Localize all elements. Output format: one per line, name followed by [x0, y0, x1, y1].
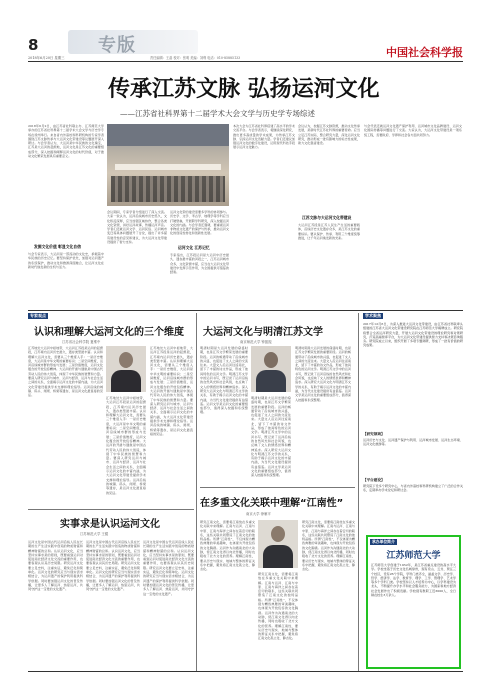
mid-article1-title: 大运河文化与明清江苏文学 [203, 327, 323, 338]
right-left-divider [358, 313, 359, 671]
top-col3-text: 运河文化带的建设需要多学科的协同参与。历史学、文学、考古学、地理学等学科应当打破壁垒，开展跨学科研究，深入挖掘运河文化的内涵。与会学者还强调，要重视运河非物质文化遗产的保护与传承，推动运河文化的创造性转化和创新性发展。 [170, 210, 229, 236]
mid-article2-text-a: 研究江南文化，需要将江南放在多重文化关联中来理解。江南与运河、江南与中原、江南与海洋之间存在着密切的联系，这些关联共同塑造了江南文化的独特品格。所谓“江南性”，不仅体现为精致典雅的审美趣味，也体现为开放包容的文化胸襟。运河作为沟通南北的大动脉，使江南文化得以向北传播，同时也吸收了北方文化的营养。理解江南性，要从历史与现实、地域与整体的辩证关系中把握，避免将江南文化孤立化、静态化。 [200, 520, 255, 572]
left-article2-byline: 江苏师范大学 王健 [80, 532, 109, 536]
left-section-label: 专家观点 [30, 313, 46, 318]
left-article1-text-c: 江苏地处大运河中枢地带，大运河江苏段是运河的起源段，江苏境内运河历史最久，遗存类型最丰富。认识和理解大运河文化，需要从三个维度入手：一是历史维度，大运河是中华文明的重要标识；二是空间维度，运河沿线城市群的形成与发展；三是价值维度，运河文化蕴含的开放包容精神。大运河的开凿与通航是中国古代劳动人民的伟大创造，体现了中华民族的智慧和力量。要深入研究运河与城市、运河与经济、运河与社会生活之间的关系，全面揭示运河文化的丰富内涵，为大运河文化带建设提供学术支撑和理论指导。运河沿线的城镇、码头、闸坝、桥梁等遗存，是运河文化最直接的见证。 [150, 346, 193, 436]
top-col5-text: 会议认为，挖掘江苏文脉资源，推动文化传承发展，是新时代江苏社科界的重要使命。应当立足江苏实际，整合研究力量，深化运河文化研究，推动形成一批有影响力的标志性成果，助力文化强省建设。 [298, 124, 360, 146]
page-number: 8 [28, 36, 39, 54]
left-article2-text-c: 运河文化是中国古代运河沿线人民在长期的生产生活实践中创造的物质财富和精神财富的总和。认识运河文化，应当坚持实事求是的原则，既要看到运河对促进南北经济文化交流的重要作用，也要客观认识其历史局限。研究运河文化要立足史料，注重实证，避免泛化和简单化。运河文化的研究应当与现实需求相结合，为运河遗产的保护利用提供科学依据。同时要加强运河文化的普及传播，让更多人了解运河、热爱运河，共同守护这一宝贵的文化遗产。 [143, 540, 194, 596]
right-news3-label: 【平台建设】 [363, 478, 385, 482]
masthead-rule [28, 61, 463, 62]
left-article2-title: 实事求是认识运河文化 [60, 519, 160, 530]
portrait-body [256, 370, 286, 392]
top-col1b-text: 与会专家表示，大运河是一部流动的文化史，承载着中华民族的历史记忆。要坚持保护优先，加强对运河遗产的系统保护，推动文化和旅游深度融合，让运河文化在新时代焕发新的生机与活力。 [28, 252, 104, 269]
mid-article2-text-b: 研究江南文化，需要将江南放在多重文化关联中来理解。江南与运河、江南与中原、江南与海洋之间存在着密切的联系，这些关联共同塑造了江南文化的独特品格。所谓“江南性”，不仅体现为精致典雅的审美趣味，也体现为开放包容的文化胸襟。运河作为沟通南北的大动脉，使江南文化得以向北传播，同时也吸收了北方文化的营养。理解江南性，要从历史与现实、地域与整体的辩证关系中把握，避免将江南文化孤立化、静态化。 [258, 572, 298, 641]
paper-name: 中国社会科学报 [386, 46, 463, 59]
right-news-label: 学术聚焦 [365, 313, 381, 318]
right-news3-text: 研究院下设多个研究中心，与省内外高校和科研机构建立了广泛的合作关系，定期举办学术论坛和研讨会。 [363, 484, 463, 493]
top-col1-text: 2018年6月2日，由江苏省社科联主办、江苏师范大学承办的江苏省社科界第十二届学术大会文学与历史学专场在徐州举行。来自省内外高校和科研机构的专家学者围绕江苏文脉传承与大运河文化带建设等议题展开深入研讨。与会学者认为，大运河是中华民族的文化瑰宝，江苏是大运河的起源地，运河文化是江苏文化的重要组成部分，深入挖掘和阐释运河文化的时代价值，对于推动文化繁荣发展具有重要意义。 [28, 124, 104, 159]
mid-article1-portrait [251, 346, 291, 392]
top-col5b-text: 与会代表还就运河文化遗产保护利用、运河城市文化品牌建设、运河文化国际传播等问题进行了交流。大家认为，大运河文化带建设是一项系统工程，需要政府、学界和社会各方面共同努力。 [364, 124, 462, 137]
top-col1-subhead: 发掘文化价值 彰显文化自信 [34, 244, 81, 249]
left-article1-text-b: 江苏地处大运河中枢地带，大运河江苏段是运河的起源段，江苏境内运河历史最久，遗存类型最丰富。认识和理解大运河文化，需要从三个维度入手：一是历史维度，大运河是中华文明的重要标识；二是空间维度，运河沿线城市群的形成与发展；三是价值维度，运河文化蕴含的开放包容精神。大运河的开凿与通航是中国古代劳动人民的伟大创造，体现了中华民族的智慧和力量。要深入研究运河与城市、运河与经济、运河与社会生活之间的关系，全面揭示运河文化的丰富内涵，为大运河文化带建设提供学术支撑和理论指导。运河沿线的城镇、码头、闸坝、桥梁等遗存，是运河文化最直接的见证。 [106, 396, 146, 495]
banner-subtitle: ——江苏省社科界第十二届学术大会文学与历史学专场综述 [120, 109, 315, 118]
left-article1-text-a: 江苏地处大运河中枢地带，大运河江苏段是运河的起源段，江苏境内运河历史最久，遗存类型最丰富。认识和理解大运河文化，需要从三个维度入手：一是历史维度，大运河是中华文明的重要标识；二是空间维度，运河沿线城市群的形成与发展；三是价值维度，运河文化蕴含的开放包容精神。大运河的开凿与通航是中国古代劳动人民的伟大创造，体现了中华民族的智慧和力量。要深入研究运河与城市、运河与经济、运河与社会生活之间的关系，全面揭示运河文化的丰富内涵，为大运河文化带建设提供学术支撑和理论指导。运河沿线的城镇、码头、闸坝、桥梁等遗存，是运河文化最直接的见证。 [28, 346, 103, 398]
mid-article-divider [200, 487, 355, 488]
mid-article2-title: 在多重文化关联中理解“江南性” [200, 498, 344, 509]
profile-text: 江苏师范大学创建于1952年，是江苏省重点建设的高水平大学。学校坐落于历史文化名城徐州，现有泉山、云龙、贾汪三个校区，设有26个学院，学科门类齐全，涵盖文学、历史学、哲学、经济学、法学、教育学、理学、工学、管理学、艺术学等多个学科门类。学校坚持以人才培养为中心，以学科建设为龙头，不断提升办学水平和社会服务能力，为国家和地方经济社会发展作出了积极贡献。学校现有教职工近3000人，全日制在校生3万余人。 [371, 563, 456, 598]
masthead-date: 2018年6月20日 星期三 [28, 56, 65, 60]
left-article1-byline: 江苏省社会科学院 夏维中 [62, 340, 101, 344]
left-article2-text-a: 运河文化是中国古代运河沿线人民在长期的生产生活实践中创造的物质财富和精神财富的总和。认识运河文化，应当坚持实事求是的原则，既要看到运河对促进南北经济文化交流的重要作用，也要客观认识其历史局限。研究运河文化要立足史料，注重实证，避免泛化和简单化。运河文化的研究应当与现实需求相结合，为运河遗产的保护利用提供科学依据。同时要加强运河文化的普及传播，让更多人了解运河、热爱运河，共同守护这一宝贵的文化遗产。 [28, 540, 83, 592]
left-article1-portrait [106, 346, 146, 392]
top-col3-subhead: 运河文化 江苏记忆 [178, 245, 210, 250]
profile-label: 承办单位简介 [372, 539, 395, 544]
photo-table-row [115, 164, 221, 170]
conference-photo [107, 124, 229, 206]
left-article-divider [28, 509, 194, 510]
right-news2-text: 运河历史与文化、运河遗产保护与利用、运河城市发展、运河生态环境、运河文化旅游等。 [363, 438, 463, 447]
mid-article2-byline: 南京大学 徐雁平 [246, 512, 271, 516]
mid-article1-text-c: 明清时期是大运河发展的鼎盛时期，也是江苏文学繁荣发展的重要阶段。运河的畅通带动了沿线城市的兴盛，也促进了文人之间的交流往来。大量文人沿运河往返南北，留下了丰富的诗文作品，形成了独具特色的运河文学。明清江苏文学中的运河书写，既记录了运河沿线的自然风光和社会风貌，也反映了文人的情感世界和精神追求。深入研究大运河文化与明清江苏文学的关系，有助于揭示运河文化的丰富内涵，为当代文化建设提供有益借鉴。运河文学是运河文化的重要组成部分，值得深入挖掘和系统整理。 [295, 346, 351, 402]
section-label: 专版 [98, 35, 136, 56]
photo-audience [111, 176, 225, 202]
mid-left-divider [196, 313, 197, 671]
right-news2-label: 【研究领域】 [363, 432, 385, 436]
top-col4-text: 本次大会为江苏省社科界搭建了高水平的学术交流平台。与会学者表示，将继续深化研究，推出更多高质量的学术成果，为传承江苏文脉、弘扬运河文化贡献力量。学者们还建议加强运河文化的数字化建设，运用现代科技手段展示运河文化魅力。 [233, 124, 295, 150]
masthead-info: 责任编辑：王晶 校对：张明 美编：刘利 电话：010-85885133 [150, 56, 241, 60]
top-bottom-rule [28, 310, 463, 311]
top-col2-text: 会议期间，专家学者分组进行了深入交流。大家一致认为，运河沿线城市历史悠久，文化积淀深厚，应当加强区域协作，整合各类文化资源，讲好运河故事，传播运河声音。学者们还就运河文学、运河民俗、运河城市变迁等具体问题展开了讨论，提出了许多富有建设性的意见和建议，为大运河文化带建设提供了智力支持。 [107, 210, 167, 245]
top-col3b-text: 专家指出，江苏段运河是大运河中历史最久、遗存最丰富的河段之一，江苏运河城市众多，文化资源丰富，应当在大运河文化带建设中发挥示范作用，为全国提供可借鉴的经验。 [170, 253, 229, 275]
right-news-text: 2017年12月6日，为深入推进大运河文化带建设，由江苏省社科联牵头组建的江苏省大运河文化带建设研究院在江苏师范大学揭牌成立。研究院将整合全省运河研究力量，开展大运河文化带建设的理论研究和对策研究，打造高端智库平台，为大运河文化带建设提供智力支持和决策咨询服务。研究院成立以来，组织开展了多项专题调研，形成了一批有价值的研究成果。 [363, 322, 463, 348]
mid-article1-byline: 南京师范大学 钟振振 [240, 340, 272, 344]
top-col4b-text: 大运河江苏段是江苏人民生产生活的重要载体，沿线历史文化遗存众多，是江苏文化的重要标识。要从保护、传承、利用三个维度统筹推进，让千年运河焕发新的光彩。 [298, 223, 360, 240]
portrait-head [271, 526, 285, 542]
photo-stage [107, 124, 229, 146]
left-article1-title: 认识和理解大运河文化的三个维度 [34, 327, 184, 338]
mid-article1-text-a: 明清时期是大运河发展的鼎盛时期，也是江苏文学繁荣发展的重要阶段。运河的畅通带动了沿线城市的兴盛，也促进了文人之间的交流往来。大量文人沿运河往返南北，留下了丰富的诗文作品，形成了独具特色的运河文学。明清江苏文学中的运河书写，既记录了运河沿线的自然风光和社会风貌，也反映了文人的情感世界和精神追求。深入研究大运河文化与明清江苏文学的关系，有助于揭示运河文化的丰富内涵，为当代文化建设提供有益借鉴。运河文学是运河文化的重要组成部分，值得深入挖掘和系统整理。 [200, 346, 248, 415]
profile-title: 江苏师范大学 [386, 551, 441, 561]
mid-article1-text-b: 明清时期是大运河发展的鼎盛时期，也是江苏文学繁荣发展的重要阶段。运河的畅通带动了沿线城市的兴盛，也促进了文人之间的交流往来。大量文人沿运河往返南北，留下了丰富的诗文作品，形成了独具特色的运河文学。明清江苏文学中的运河书写，既记录了运河沿线的自然风光和社会风貌，也反映了文人的情感世界和精神追求。深入研究大运河文化与明清江苏文学的关系，有助于揭示运河文化的丰富内涵，为当代文化建设提供有益借鉴。运河文学是运河文化的重要组成部分，值得深入挖掘和系统整理。 [251, 396, 291, 478]
left-article2-text-b: 运河文化是中国古代运河沿线人民在长期的生产生活实践中创造的物质财富和精神财富的总和。认识运河文化，应当坚持实事求是的原则，既要看到运河对促进南北经济文化交流的重要作用，也要客观认识其历史局限。研究运河文化要立足史料，注重实证，避免泛化和简单化。运河文化的研究应当与现实需求相结合，为运河遗产的保护利用提供科学依据。同时要加强运河文化的普及传播，让更多人了解运河、热爱运河，共同守护这一宝贵的文化遗产。 [86, 540, 140, 592]
portrait-body [111, 370, 141, 392]
top-col4-subhead: 江苏文脉与大运河文化带建设 [302, 215, 352, 220]
mid-article2-text-c: 研究江南文化，需要将江南放在多重文化关联中来理解。江南与运河、江南与中原、江南与海洋之间存在着密切的联系，这些关联共同塑造了江南文化的独特品格。所谓“江南性”，不仅体现为精致典雅的审美趣味，也体现为开放包容的文化胸襟。运河作为沟通南北的大动脉，使江南文化得以向北传播，同时也吸收了北方文化的营养。理解江南性，要从历史与现实、地域与整体的辩证关系中把握，避免将江南文化孤立化、静态化。 [302, 520, 355, 572]
mid-article2-portrait [258, 520, 298, 568]
banner-title: 传承江苏文脉 弘扬运河文化 [108, 77, 380, 102]
page-bottom-rule [28, 671, 463, 672]
portrait-head [119, 352, 133, 368]
portrait-head [264, 352, 278, 368]
profile-box [366, 535, 461, 669]
portrait-body [263, 545, 293, 568]
